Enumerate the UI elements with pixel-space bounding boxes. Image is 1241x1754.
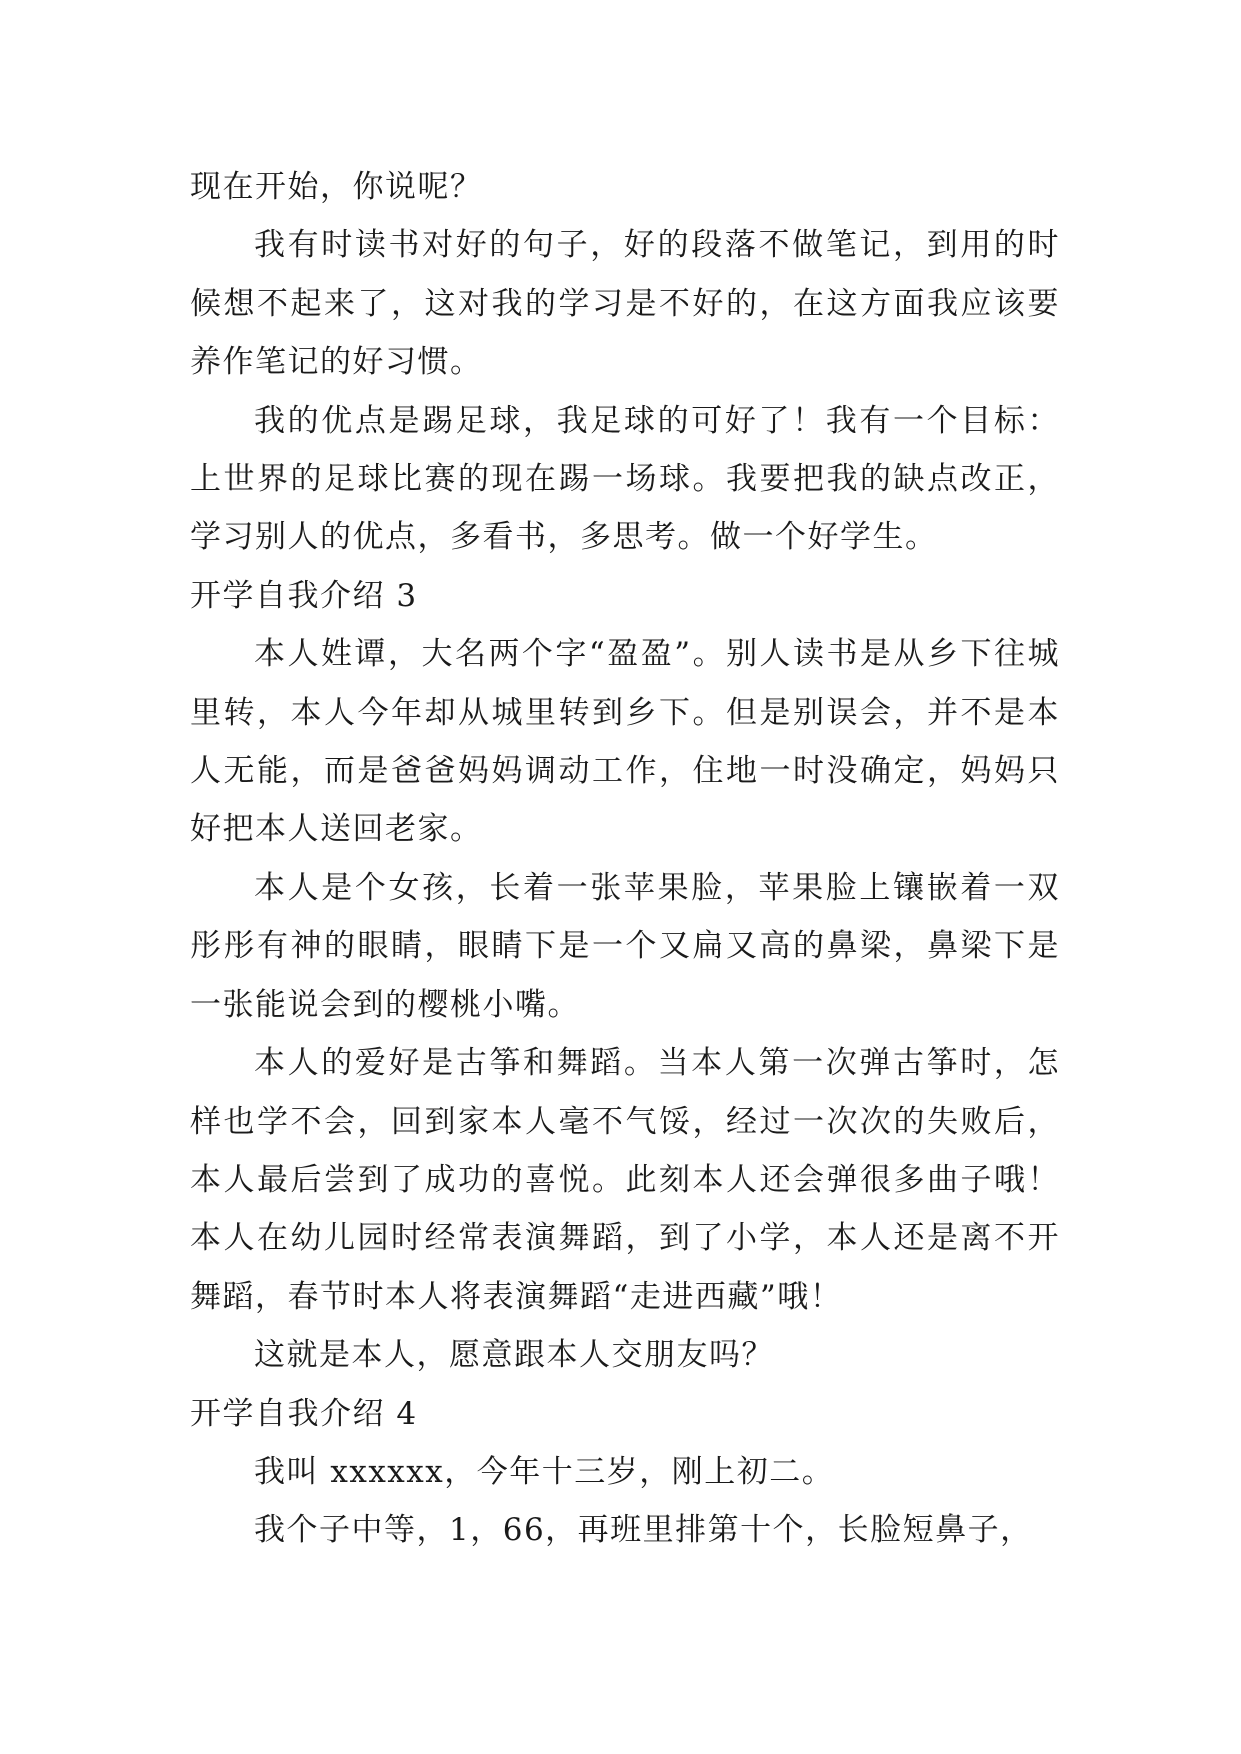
paragraph: 本人姓谭，大名两个字“盈盈”。别人读书是从乡下往城里转，本人今年却从城里转到乡下。但是别误会，并不是本人无能，而是爸爸妈妈调动工作，住地一时没确定，妈妈只好把本人送回老家。 <box>190 636 1060 848</box>
paragraph: 现在开始，你说呢？ <box>190 169 483 205</box>
paragraph: 我的优点是踢足球，我足球的可好了！我有一个目标：上世界的足球比赛的现在踢一场球。我要把我的缺点改正，学习别人的优点，多看书，多思考。做一个好学生。 <box>190 402 1060 556</box>
paragraph: 本人是个女孩，长着一张苹果脸，苹果脸上镶嵌着一双彤彤有神的眼睛，眼睛下是一个又扁又高的鼻梁，鼻梁下是一张能说会到的樱桃小嘴。 <box>190 869 1060 1023</box>
paragraph: 我个子中等，1，66，再班里排第十个，长脸短鼻子， <box>254 1512 1033 1549</box>
paragraph: 这就是本人，愿意跟本人交朋友吗？ <box>254 1337 774 1374</box>
section-heading: 开学自我介绍 4 <box>190 1395 418 1432</box>
section-heading: 开学自我介绍 3 <box>190 577 418 614</box>
paragraph: 本人的爱好是古筝和舞蹈。当本人第一次弹古筝时，怎样也学不会，回到家本人毫不气馁，经过一次次的失败后，本人最后尝到了成功的喜悦。此刻本人还会弹很多曲子哦！本人在幼儿园时经常表演舞蹈，到了小学，本人还是离不开舞蹈，春节时本人将表演舞蹈“走进西藏”哦！ <box>190 1045 1060 1315</box>
document-body <box>190 158 1060 1560</box>
paragraph: 我叫 xxxxxx，今年十三岁，刚上初二。 <box>254 1453 835 1490</box>
paragraph: 我有时读书对好的句子，好的段落不做笔记，到用的时候想不起来了，这对我的学习是不好的，在这方面我应该要养作笔记的好习惯。 <box>190 227 1060 381</box>
